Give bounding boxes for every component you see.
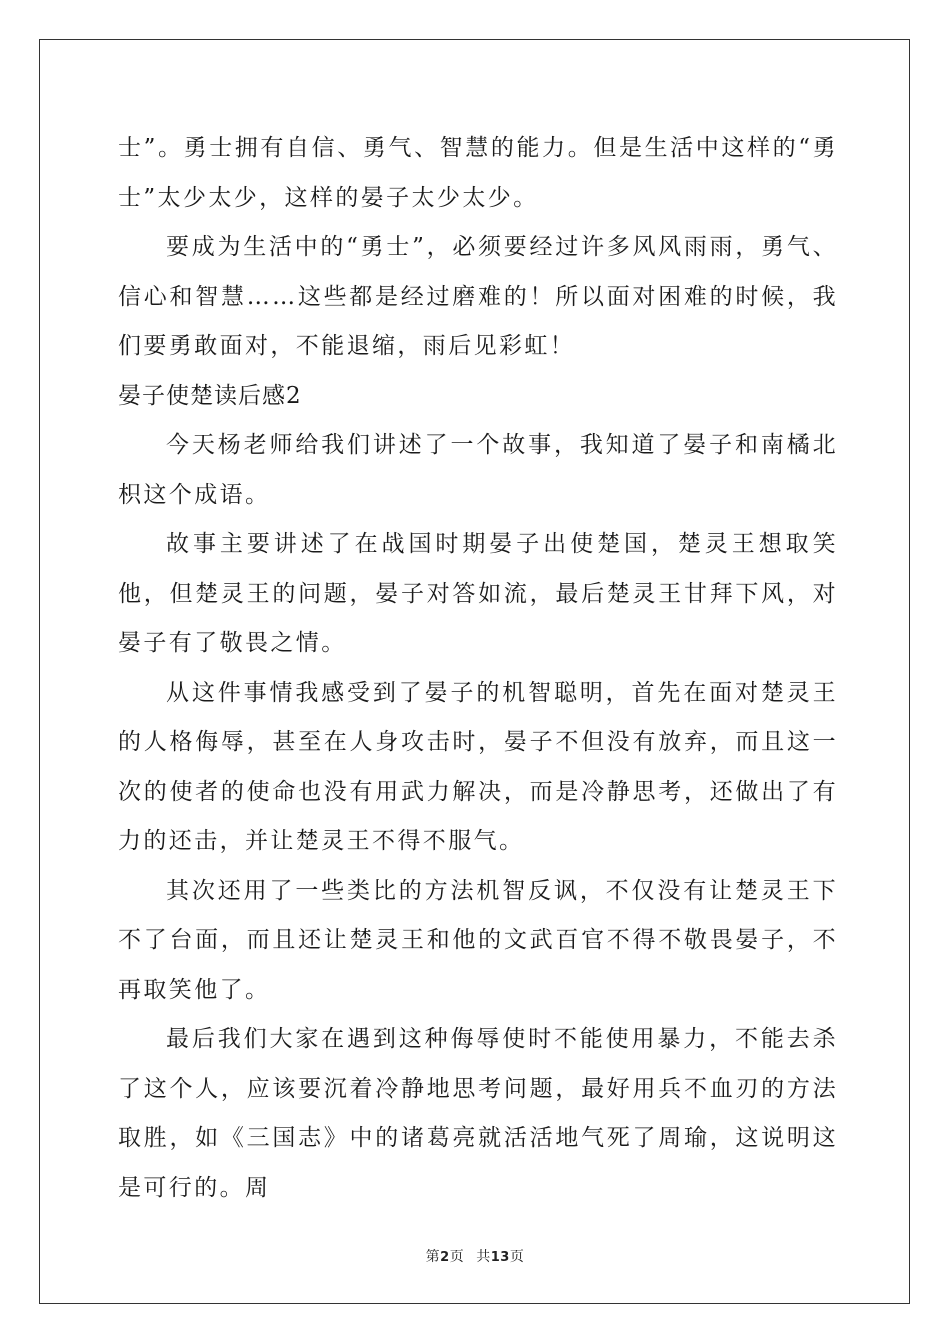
total-suffix: 页	[509, 1249, 525, 1265]
document-body	[118, 124, 838, 1213]
paragraph: 最后我们大家在遇到这种侮辱使时不能使用暴力，不能去杀了这个人，应该要沉着冷静地思考问题，最好用兵不血刃的方法取胜，如《三国志》中的诸葛亮就活活地气死了周瑜，这说明这是可行的。周	[118, 1026, 838, 1201]
paragraph: 要成为生活中的“勇士”，必须要经过许多风风雨雨，勇气、信心和智慧……这些都是经过磨难的！所以面对困难的时候，我们要勇敢面对，不能退缩，雨后见彩虹！	[118, 234, 838, 359]
section-heading: 晏子使楚读后感2	[118, 382, 302, 409]
paragraph: 故事主要讲述了在战国时期晏子出使楚国，楚灵王想取笑他，但楚灵王的问题，晏子对答如流，最后楚灵王甘拜下风，对晏子有了敬畏之情。	[118, 531, 838, 656]
page-prefix: 第	[425, 1249, 441, 1265]
page-suffix: 页	[449, 1249, 465, 1265]
page-footer	[0, 1246, 950, 1266]
paragraph: 其次还用了一些类比的方法机智反讽，不仅没有让楚灵王下不了台面，而且还让楚灵王和他的文武百官不得不敬畏晏子，不再取笑他了。	[118, 877, 838, 1003]
total-pages: 13	[490, 1250, 510, 1265]
paragraph: 今天杨老师给我们讲述了一个故事，我知道了晏子和南橘北枳这个成语。	[118, 432, 838, 508]
paragraph: 从这件事情我感受到了晏子的机智聪明，首先在面对楚灵王的人格侮辱，甚至在人身攻击时，晏子不但没有放弃，而且这一次的使者的使命也没有用武力解决，而是冷静思考，还做出了有力的还击，并让楚灵王不得不服气。	[118, 679, 838, 854]
total-prefix: 共	[476, 1249, 491, 1265]
page-number: 2	[440, 1250, 450, 1265]
paragraph-continuation: 士”。勇士拥有自信、勇气、智慧的能力。但是生活中这样的“勇士”太少太少，这样的晏子太少太少。	[118, 135, 838, 211]
